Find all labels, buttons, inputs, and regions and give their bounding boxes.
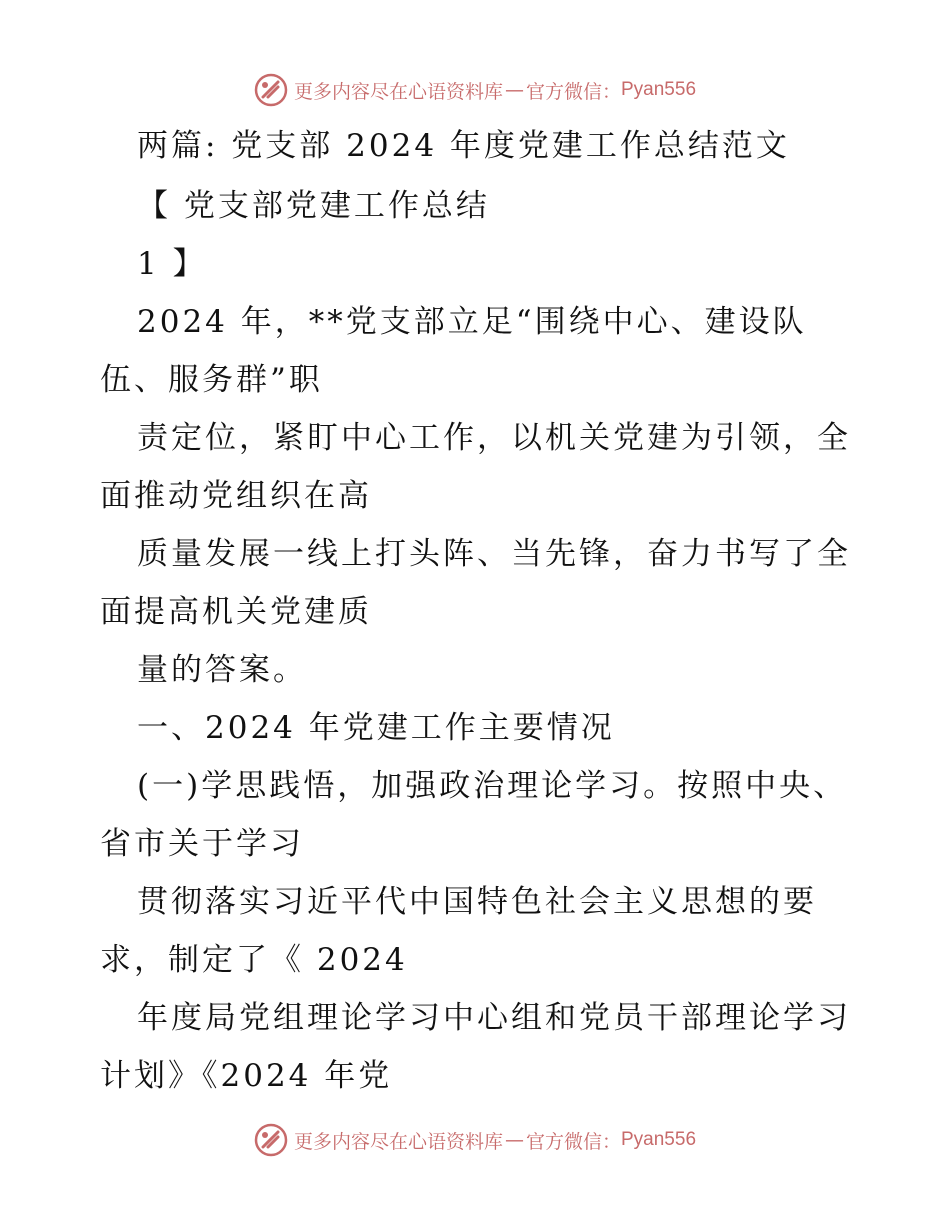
paragraph-line: 面提高机关党建质: [100, 594, 372, 630]
paragraph-line: 贯彻落实习近平代中国特色社会主义思想的要: [137, 884, 817, 920]
seal-logo-icon: [254, 73, 288, 107]
watermark-separator: —: [504, 1129, 524, 1151]
paragraph-line: 伍、服务群”职: [100, 362, 323, 398]
watermark-header: [0, 72, 950, 108]
subsection-heading: 一、2024 年党建工作主要情况: [137, 710, 615, 746]
watermark-footer: [0, 1122, 950, 1158]
paragraph-line: 年度局党组理论学习中心组和党员干部理论学习: [137, 1000, 851, 1036]
paragraph-line: (一)学思践悟，加强政治理论学习。按照中央、: [137, 768, 848, 804]
paragraph-line: 责定位，紧盯中心工作，以机关党建为引领，全: [137, 420, 851, 456]
watermark-contact-id: Pyan556: [621, 79, 697, 100]
paragraph-line: 省市关于学习: [100, 826, 304, 862]
paragraph-line: 求，制定了《 2024: [100, 942, 408, 978]
paragraph-line: 量的答案。: [137, 652, 307, 688]
seal-logo-icon: [254, 1123, 288, 1157]
paragraph-line: 计划》《2024 年党: [100, 1058, 393, 1094]
watermark-separator: —: [504, 79, 524, 101]
document-title: 两篇: 党支部 2024 年度党建工作总结范文: [137, 128, 790, 164]
watermark-contact-id: Pyan556: [621, 1129, 697, 1150]
watermark-text: 更多内容尽在心语资料库: [293, 1130, 503, 1153]
paragraph-line: 2024 年，**党支部立足“围绕中心、建设队: [137, 304, 807, 340]
watermark-contact-label: 官方微信：: [525, 1130, 621, 1153]
section-heading: 【 党支部党建工作总结: [137, 188, 490, 224]
watermark-contact-label: 官方微信：: [525, 80, 621, 103]
watermark-text: 更多内容尽在心语资料库: [293, 80, 503, 103]
paragraph-line: 质量发展一线上打头阵、当先锋，奋力书写了全: [137, 536, 851, 572]
paragraph-line: 面推动党组织在高: [100, 478, 372, 514]
section-heading-number: 1 】: [137, 246, 207, 282]
